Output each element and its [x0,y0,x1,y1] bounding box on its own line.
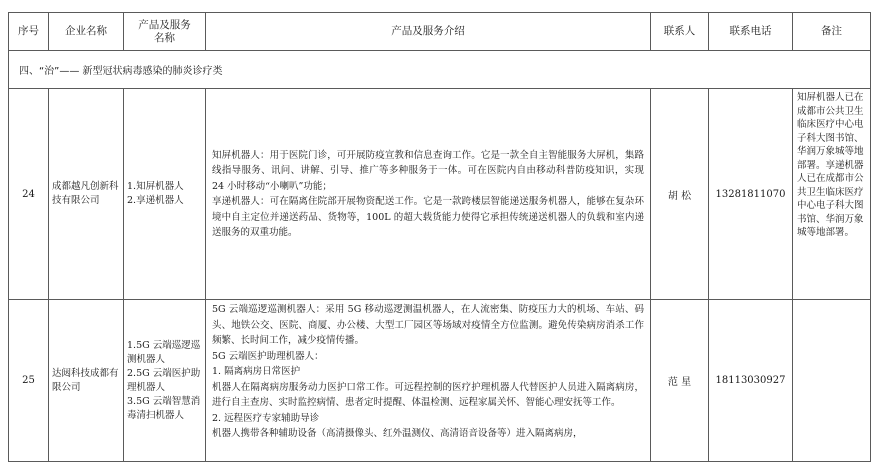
header-note: 备注 [793,13,871,51]
section-title: 四、“治”—— 新型冠状病毒感染的肺炎诊疗类 [9,51,871,89]
header-row [9,13,871,51]
row-company: 达闼科技成都有限公司 [49,300,124,462]
row-note [793,300,871,462]
service-table [8,12,871,462]
row-contact: 胡 松 [651,89,709,300]
product-item: 2.享递机器人 [127,195,184,206]
section-row [9,51,871,89]
row-products [124,300,206,462]
row-products [124,89,206,300]
intro-paragraph: 1. 隔离病房日常医护 [212,366,301,377]
row-intro [206,300,651,462]
intro-paragraph: 2. 远程医疗专家辅助导诊 [212,412,320,424]
row-phone: 13281811070 [709,89,793,300]
header-intro: 产品及服务介绍 [206,13,651,51]
table-row [9,300,871,462]
row-seq: 25 [9,300,49,462]
product-item: 1.5G 云端巡逻巡测机器人 [127,339,201,365]
header-contact: 联系人 [651,13,709,51]
intro-paragraph: 知屏机器人：用于医院门诊，可开展防疫宣教和信息查询工作。它是一款全自主智能服务大屏机，集路线指导服务、讯问、讲解、引导、推广等多种服务于一体。可在医院内自由移动科普防疫知识，实现 24 小时移动“小喇叭”功能； [212,149,644,192]
row-note: 知屏机器人已在成都市公共卫生临床医疗中心电子科大图书馆、华润万象城等地部署。享递机器人已在成都市公共卫生临床医疗中心电子科大图书馆、华润万象城等地部署。 [793,89,871,300]
header-company: 企业名称 [49,13,124,51]
intro-paragraph: 机器人在隔离病房服务动力医护口常工作。可远程控制的医疗护理机器人代替医护人员进入隔离病房，进行自主查房、实时监控病情、患者定时提醒、体温检测、远程家属关怀、智能心理安抚等工作。 [212,381,644,408]
row-intro [206,89,651,300]
product-item: 3.5G 云端智慧消毒清扫机器人 [127,395,201,421]
intro-paragraph: 5G 云端巡逻巡测机器人：采用 5G 移动巡逻测温机器人，在人流密集、防疫压力大的机场、车站、码头、地铁公交、医院、商厦、办公楼、大型工厂园区等场域对疫情全方位监测。避免传染病房消杀工作频繁、长时间工作，减少疫情传播。 [212,304,644,346]
row-seq: 24 [9,89,49,300]
table-row [9,89,871,300]
intro-paragraph: 享递机器人：可在隔离住院部开展物资配送工作。它是一款跨楼层智能递送服务机器人，能够在复杂环境中自主定位并递送药品、货物等，100L 的超大载货能力使得它承担传统递送机器人的负载和室内递送服务的双重功能。 [212,196,644,238]
product-item: 2.5G 云端医护助理机器人 [127,367,201,393]
row-company: 成都越凡创新科技有限公司 [49,89,124,300]
intro-paragraph: 5G 云端医护助理机器人： [212,350,324,362]
header-product: 产品及服务名称 [124,13,206,51]
intro-paragraph: 机器人携带各种辅助设备（高清摄像头、红外温测仪、高清语音设备等）进入隔离病房， [212,428,583,439]
product-item: 1.知屏机器人 [127,181,184,192]
header-seq: 序号 [9,13,49,51]
row-phone: 18113030927 [709,300,793,462]
header-phone: 联系电话 [709,13,793,51]
row-contact: 范 星 [651,300,709,462]
